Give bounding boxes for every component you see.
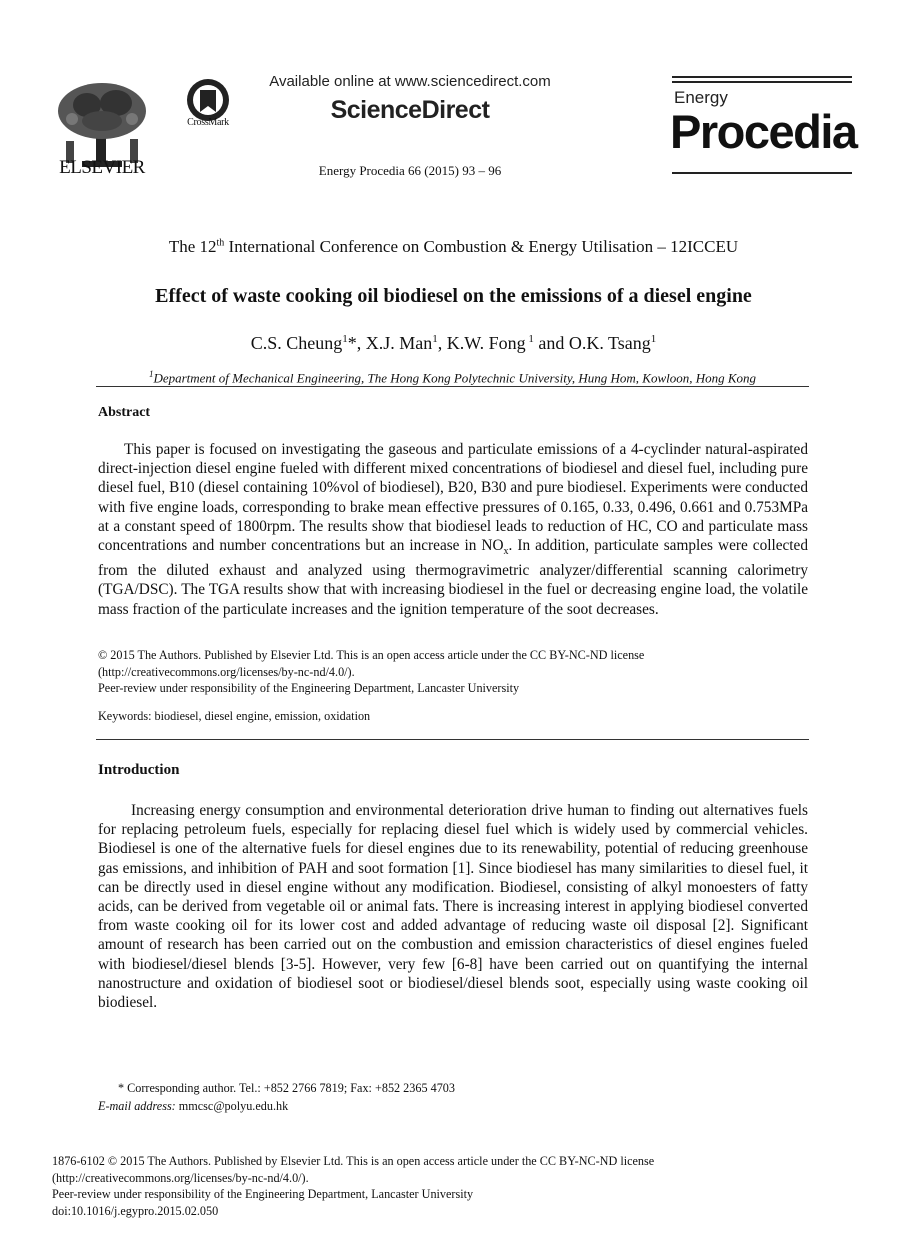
crossmark-label: CrossMark [187,117,229,128]
license-line: © 2015 The Authors. Published by Elsevier Ltd. This is an open access article under the CC BY-NC-ND license [98,648,645,662]
publisher-name: ELSEVIER [59,157,145,178]
abstract-divider [96,739,809,740]
abstract-text: This paper is focused on investigating the gaseous and particulate emissions of a 4-cyclinder natural-aspirated direct-injection diesel engine fueled with different mixed concentrations of biodiesel and diesel fuel, including pure diesel fuel, B10 (diesel containing 10%vol of biodiesel), B20, B30 and pure biodiesel. Experiments were conducted with five engine loads, corresponding to brake mean effective pressures of 0.165, 0.33, 0.496, 0.661 and 0.753MPa at a constant speed of 1800rpm. The results show that biodiesel leads to reduction of HC, CO and particulate mass concentrations and number concentrations but an increase in $NO_x$. In addition, particulate samples were collected from the diluted exhaust and analyzed using thermogravimetric analyzer/differential scanning calorimetry (TGA/DSC). The TGA results show that with increasing biodiesel in the fuel or decreasing engine load, the volatile mass fraction of the particulate increases and the ignition temperature of the soot decreases. [98,441,808,618]
journal-logo-rules [672,76,852,86]
footer-doi[interactable]: doi:10.1016/j.egypro.2015.02.050 [52,1203,219,1218]
author-name: K.W. Fong [446,333,526,353]
introduction-text: Increasing energy consumption and environmental deterioration drive human to finding out alternatives fuels for replacing petroleum fuels, especially for replacing diesel fuel which is widely used by commercial vehicles. Biodiesel is one of the alternative fuels for diesel engines due to its renewability, potential of reducing greenhouse gas emissions, and inhibition of PAH and soot formation [1]. Since biodiesel has many similarities to diesel fuel, it can be directly used in diesel engine without any modification. Biodiesel, consisting of alkyl monoesters of fatty acids, can be derived from vegetable oil or animal fats. There is increasing interest in applying biodiesel converted from waste cooking oil for its lower cost and added advantage of reducing waste oil disposal [2]. Significant amount of research has been carried out on the combustion and emission characteristics of diesel engines fueled with biodiesel/diesel blends [3-5]. However, very few [6-8] have been carried out on quantifying the internal nanostructure and oxidation of biodiesel soot or biodiesel/diesel blends soot, especially using waste cooking oil biodiesel. [98,802,808,1012]
peer-review-line: Peer-review under responsibility of the Engineering Department, Lancaster University [98,681,520,695]
page-footer [52,1153,832,1219]
corresponding-author: * Corresponding author. Tel.: +852 2766 7819; Fax: +852 2365 4703 [118,1081,455,1095]
author-name: C.S. Cheung [250,333,343,353]
conference-name: The 12th International Conference on Combustion & Energy Utilisation – 12ICCEU [168,237,739,256]
header-divider [96,386,809,387]
footer-license-link[interactable]: (http://creativecommons.org/licenses/by-nc-nd/4.0/). [52,1170,309,1185]
affiliation: $^1$Department of Mechanical Engineering, The Hong Kong Polytechnic University, Hung Hom, Kowloon, Hong Kong [148,369,757,386]
footer-peer-review: Peer-review under responsibility of the Engineering Department, Lancaster University [52,1187,474,1201]
journal-reference: Energy Procedia 66 (2015) 93 – 96 [318,163,502,178]
author-list: C.S. Cheung$^1$*, X.J. Man$^1$, K.W. Fong $^1$ and O.K. Tsang$^1$ [250,333,657,353]
abstract-heading: Abstract [98,405,151,420]
sciencedirect-logo[interactable]: ScienceDirect [330,96,490,124]
email-line: E-mail address: mmcsc@polyu.edu.hk [98,1099,289,1113]
available-online-text: Available online at www.sciencedirect.com [269,73,551,90]
introduction-heading: Introduction [98,762,180,778]
email-address[interactable]: mmcsc@polyu.edu.hk [175,1099,289,1113]
paper-title: Effect of waste cooking oil biodiesel on the emissions of a diesel engine [155,285,752,307]
corresponding-author-footnote [98,1079,808,1115]
journal-logo-procedia: Procedia [670,105,857,158]
keywords: Keywords: biodiesel, diesel engine, emission, oxidation [98,709,371,723]
license-block [98,647,808,697]
footer-issn-line: 1876-6102 © 2015 The Authors. Published by Elsevier Ltd. This is an open access article under the CC BY-NC-ND license [52,1154,655,1168]
journal-logo-energy: Energy [674,88,728,107]
journal-logo-bottom-rule [672,172,852,174]
author-name: O.K. Tsang [568,333,651,353]
license-link[interactable]: (http://creativecommons.org/licenses/by-nc-nd/4.0/). [98,664,355,679]
author-name: X.J. Man [365,333,433,353]
